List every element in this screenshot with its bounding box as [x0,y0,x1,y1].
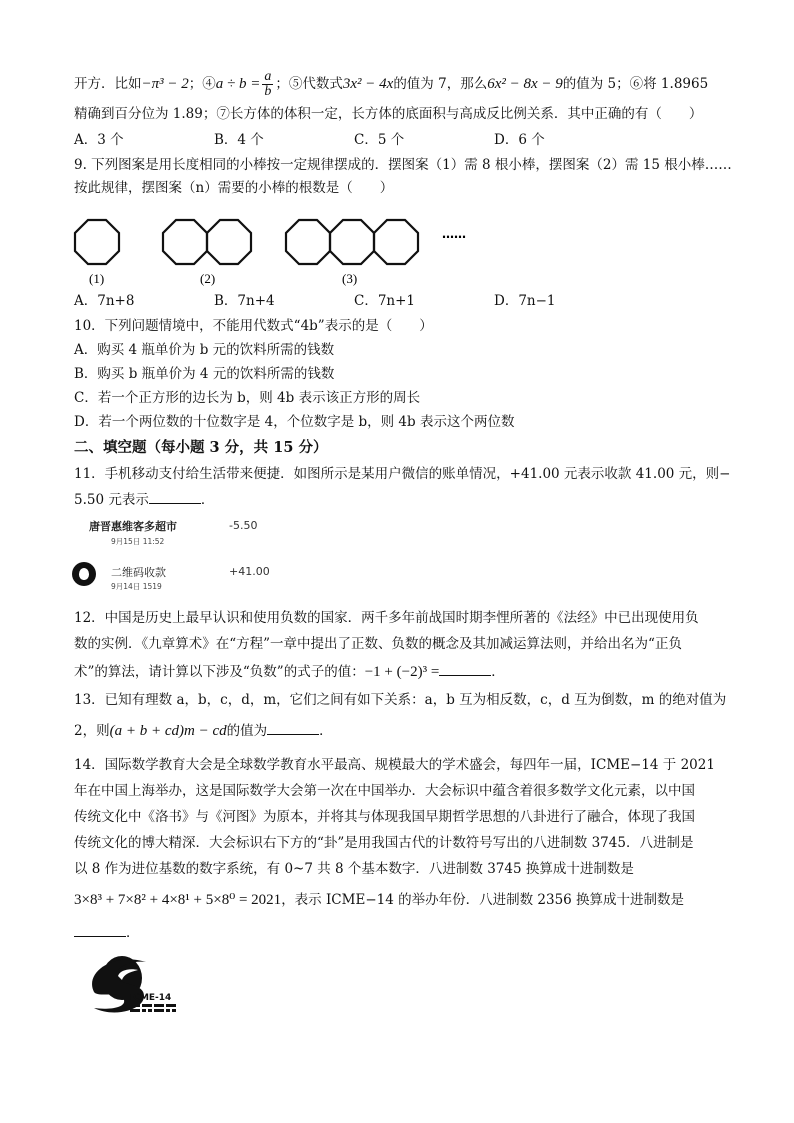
octagon [374,220,418,264]
q14-line2: 年在中国上海举办，这是国际数学大会第一次在中国举办．大会标识中蕴含着很多数学文化元素，以中国 [74,783,695,799]
q9-line2: 按此规律，摆图案（n）需要的小棒的根数是（ ） [74,180,394,196]
section-heading: 二、填空题（每小题 3 分，共 15 分） [74,439,328,456]
q8-expr-1: −π³ − 2 [141,76,189,92]
q10-option-c[interactable]: C．若一个正方形的边长为 b，则 4b 表示该正方形的周长 [74,390,421,406]
q14-line3: 传统文化中《洛书》与《河图》为原本，并将其与体现我国早期哲学思想的八卦进行了融合，体现了我国 [74,809,695,825]
fraction-denominator: b [264,84,272,99]
octagon [207,220,251,264]
figure-label-2: (2) [200,271,216,286]
q9-option-c[interactable]: C．7n+1 [354,293,416,309]
octagon-pattern-figure [70,208,470,288]
q12-line1: 12．中国是历史上最早认识和使用负数的国家．两千多年前战国时期李悝所著的《法经》中已出现使用负 [74,610,699,626]
bill-date: 9月14日 1519 [111,582,162,591]
figure-label-3: (3) [342,271,358,286]
q8-text: 开方．比如 [74,76,142,92]
answer-blank[interactable] [149,489,201,504]
octagon [163,220,207,264]
bill-record-image [75,514,275,591]
bill-amount: -5.50 [229,519,258,532]
q8-text: ；⑤代数式 [275,76,343,92]
q12-line2: 数的实例．《九章算术》在“方程”一章中提出了正数、负数的概念及其加减运算法则，并给出名为“正负 [74,636,682,652]
bill-merchant-name: 二维码收款 [111,566,166,579]
q8-expr-3: 3x² − 4x [342,76,394,92]
q8-option-b[interactable]: B．4 个 [214,132,264,148]
gua-symbols [130,1004,176,1012]
answer-blank[interactable] [439,661,491,676]
figure-ellipsis: …… [442,227,466,241]
q12-line3 [74,661,505,682]
octagon [75,220,119,264]
q8-fraction [262,70,273,99]
figure-label-1: (1) [89,271,105,286]
q14-line5: 以 8 作为进位基数的数字系统，有 0~7 共 8 个基本数字．八进制数 3745 换算成十进制数是 [74,861,634,877]
q8-text: 的值为 5；⑥将 1.8965 [562,76,709,92]
q14-expression: 3×8³ + 7×8² + 4×8¹ + 5×8⁰ = 2021 [74,892,282,908]
q13-line1: 13．已知有理数 a，b，c，d，m，它们之间有如下关系：a，b 互为相反数，c，d 互为倒数，m 的绝对值为 [74,692,727,708]
money-bag-icon [72,562,96,586]
q9-line1: 9. 下列图案是用长度相同的小棒按一定规律摆成的．摆图案（1）需 8 根小棒，摆图案（2）需 15 根小棒…… [74,157,732,173]
icme-14-logo [74,952,184,1020]
q11-text: ． [200,492,215,508]
answer-blank[interactable] [74,922,126,937]
q13-text: 的值为 [226,723,268,739]
bill-date: 9月15日 11:52 [111,537,165,546]
q8-option-d[interactable]: D．6 个 [494,132,545,148]
logo-text: ICME-14 [130,993,172,1003]
q8-line1 [74,70,708,99]
q8-line2: 精确到百分位为 1.89；⑦长方体的体积一定，长方体的底面积与高成反比例关系．其中正确的有（ ） [74,106,703,122]
octagon [286,220,330,264]
q14-text: ，表示 ICME−14 的举办年份．八进制数 2356 换算成十进制数是 [281,892,685,908]
q13-text: 2，则 [74,723,110,739]
q13-text: ． [319,723,333,739]
q10-option-d[interactable]: D．若一个两位数的十位数字是 4，个位数字是 b，则 4b 表示这个两位数 [74,414,515,430]
q11-line2 [74,489,214,510]
q12-expression: −1 + (−2)³ = [364,664,440,680]
q10-stem: 10．下列问题情境中，不能用代数式“4b”表示的是（ ） [74,318,433,334]
q8-text: 的值为 7，那么 [393,76,488,92]
q14-line7 [74,922,140,943]
q13-line2 [74,720,333,741]
q9-option-a[interactable]: A．7n+8 [74,293,135,309]
q10-option-a[interactable]: A．购买 4 瓶单价为 b 元的饮料所需的钱数 [74,342,335,358]
answer-blank[interactable] [267,720,319,735]
fraction-numerator: a [264,69,272,84]
octagon [330,220,374,264]
q9-option-d[interactable]: D．7n−1 [494,293,556,309]
q14-line6 [74,890,684,910]
q8-option-c[interactable]: C．5 个 [354,132,405,148]
bill-merchant-name: 唐晋惠维客多超市 [89,520,177,533]
q11-text: 5.50 元表示 [74,492,149,508]
q14-line4: 传统文化的博大精深．大会标识右下方的“卦”是用我国古代的计数符号写出的八进制数 3745．八进制是 [74,835,694,851]
q11-line1: 11．手机移动支付给生活带来便捷．如图所示是某用户微信的账单情况，+41.00 元表示收款 41.00 元，则− [74,466,731,482]
q12-text: ． [491,664,505,680]
q13-expression: (a + b + cd)m − cd [109,723,227,739]
q8-text: ；④ [188,76,216,92]
bill-amount: +41.00 [229,565,270,578]
q8-expr-2: a ÷ b = [215,76,261,92]
q12-text: 术”的算法，请计算以下涉及“负数”的式子的值： [74,664,365,680]
q9-option-b[interactable]: B．7n+4 [214,293,275,309]
q8-option-a[interactable]: A．3 个 [74,132,124,148]
q8-expr-4: 6x² − 8x − 9 [487,76,563,92]
q14-line1: 14．国际数学教育大会是全球数学教育水平最高、规模最大的学术盛会，每四年一届，ICME−14 于 2021 [74,757,715,773]
q14-text: ． [126,925,140,941]
q10-option-b[interactable]: B．购买 b 瓶单价为 4 元的饮料所需的钱数 [74,366,335,382]
